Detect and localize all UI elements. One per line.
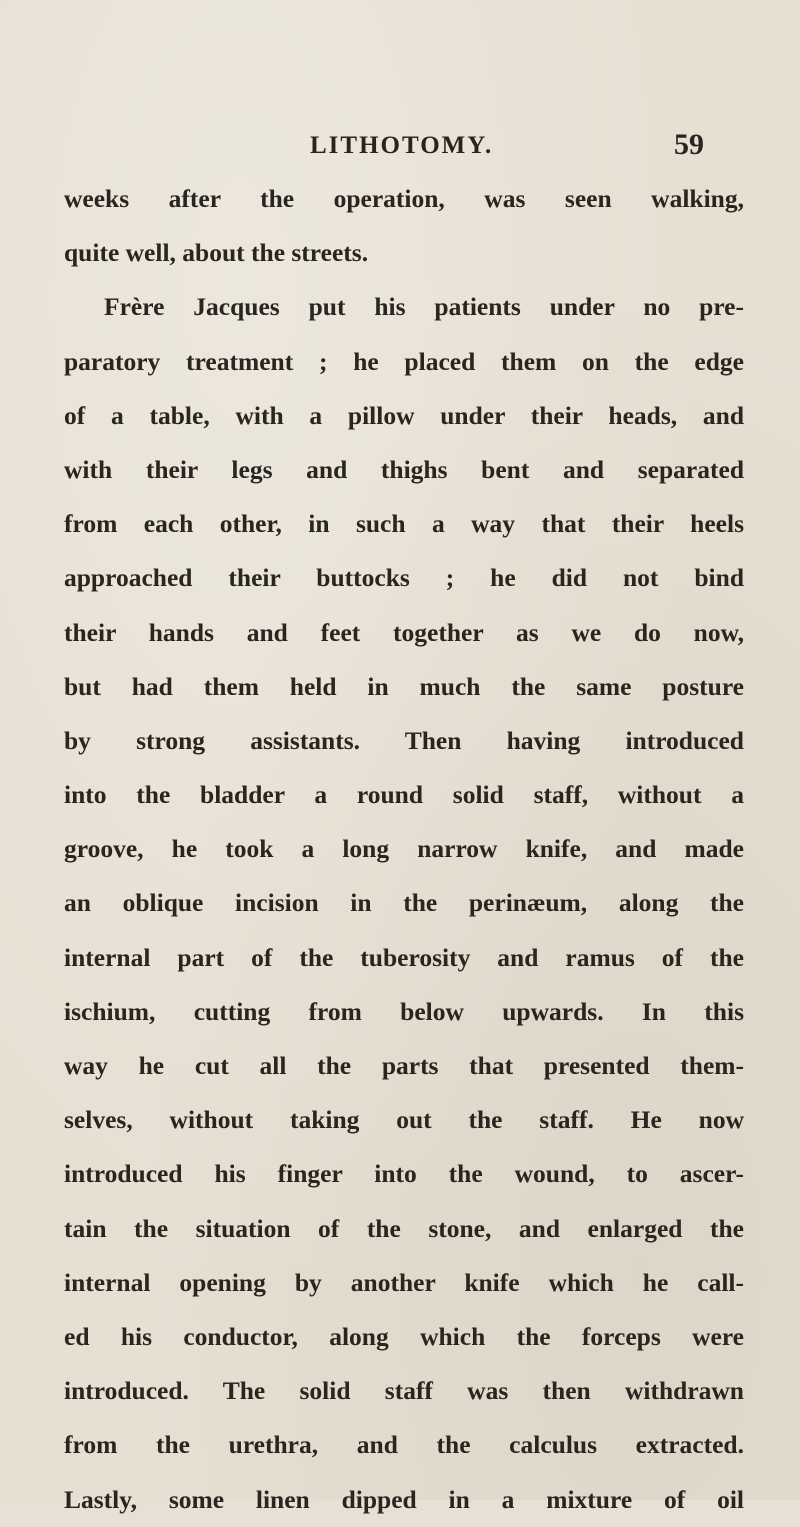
- text-line: Lastly, some linen dipped in a mixture of oil: [64, 1484, 744, 1514]
- text-line: introduced his finger into the wound, to ascer-: [64, 1159, 744, 1189]
- text-line: weeks after the operation, was seen walking,: [64, 184, 744, 213]
- text-line: quite well, about the streets.: [64, 238, 369, 268]
- text-line: groove, he took a long narrow knife, and made: [64, 834, 744, 864]
- running-head: [0, 128, 800, 168]
- text-line: with their legs and thighs bent and separated: [64, 454, 744, 484]
- text-line: paratory treatment ; he placed them on the edge: [64, 346, 744, 376]
- text-line: internal part of the tuberosity and ramus of the: [64, 942, 744, 972]
- text-line: but had them held in much the same posture: [64, 671, 744, 701]
- text-line: way he cut all the parts that presented them-: [64, 1051, 744, 1080]
- text-line: ed his conductor, along which the forceps were: [64, 1321, 744, 1351]
- text-line: into the bladder a round solid staff, without a: [64, 780, 744, 810]
- text-line: ischium, cutting from below upwards. In this: [64, 996, 744, 1026]
- text-line: an oblique incision in the perinæum, along the: [64, 888, 744, 918]
- text-line: from the urethra, and the calculus extracted.: [64, 1430, 744, 1460]
- text-line: from each other, in such a way that their heels: [64, 509, 744, 539]
- text-line: their hands and feet together as we do now,: [64, 617, 744, 647]
- text-line: introduced. The solid staff was then withdrawn: [64, 1376, 744, 1406]
- body-text: [64, 172, 744, 1527]
- text-line: approached their buttocks ; he did not bind: [64, 563, 744, 593]
- running-head-title: LITHOTOMY.: [310, 132, 494, 159]
- text-line: Frère Jacques put his patients under no pre-: [104, 292, 744, 322]
- text-line: tain the situation of the stone, and enlarged the: [64, 1213, 744, 1243]
- text-line: selves, without taking out the staff. He now: [64, 1105, 744, 1135]
- text-line: of a table, with a pillow under their heads, and: [64, 400, 744, 430]
- text-line: by strong assistants. Then having introduced: [64, 725, 744, 755]
- page-number: 59: [674, 128, 704, 161]
- text-line: internal opening by another knife which he call-: [64, 1267, 744, 1297]
